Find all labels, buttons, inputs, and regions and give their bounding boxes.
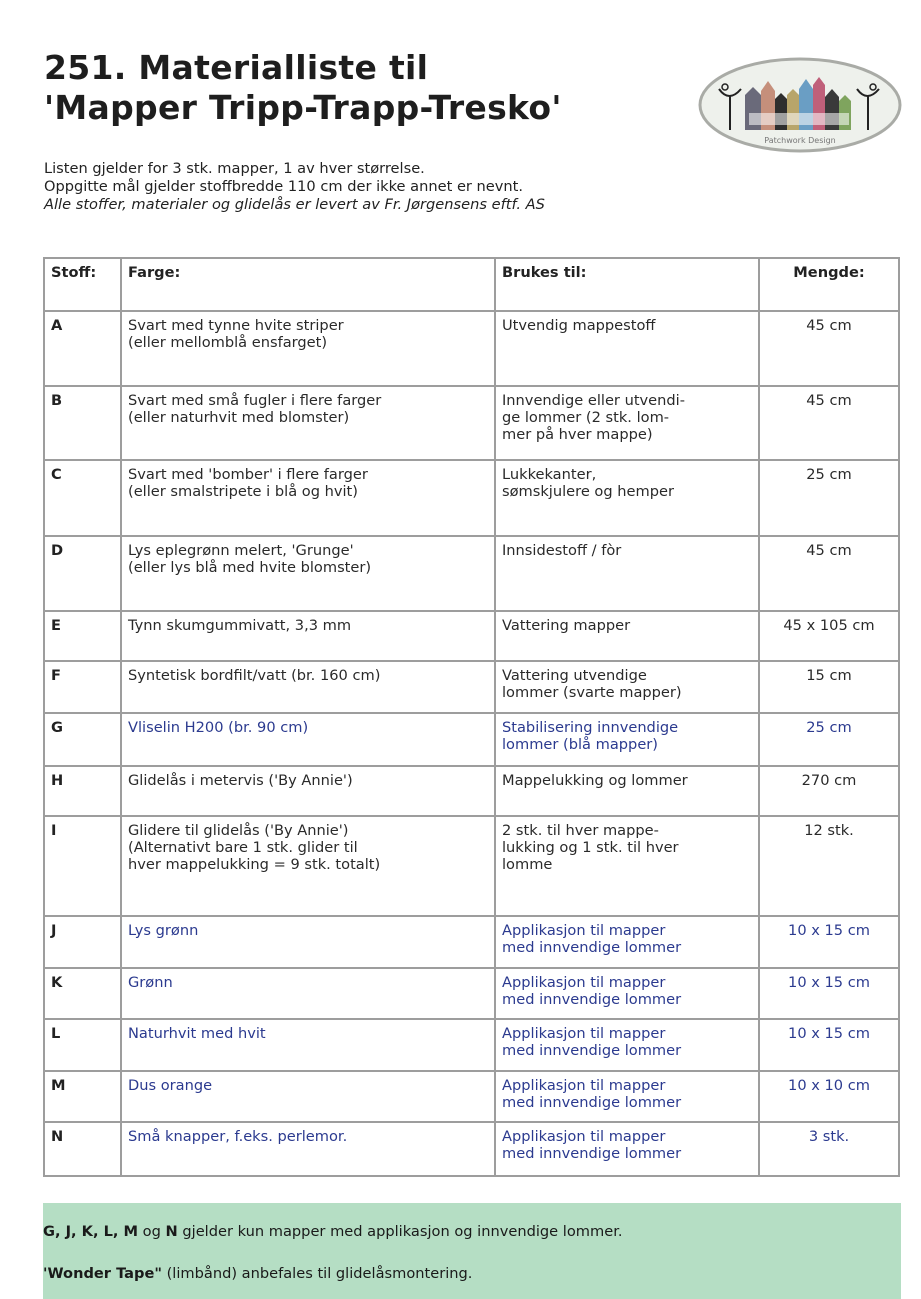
cell-stoff: D	[44, 536, 121, 611]
header-stoff: Stoff:	[44, 258, 121, 311]
cell-farge: Svart med små fugler i flere farger (eller naturhvit med blomster)	[121, 386, 495, 460]
table-row	[44, 1122, 899, 1176]
cell-brukes-til: Lukkekanter, sømskjulere og hemper	[495, 460, 759, 536]
cell-stoff: K	[44, 968, 121, 1019]
cell-mengde: 10 x 10 cm	[759, 1071, 899, 1122]
cell-brukes-til: Innvendige eller utvendi- ge lommer (2 stk. lom- mer på hver mappe)	[495, 386, 759, 460]
cell-farge: Vliselin H200 (br. 90 cm)	[121, 713, 495, 766]
table-row	[44, 713, 899, 766]
note-line-2: 'Wonder Tape" (limbånd) anbefales til glidelåsmontering.	[43, 1265, 473, 1282]
logo-caption: Patchwork Design	[764, 136, 836, 145]
cell-farge: Tynn skumgummivatt, 3,3 mm	[121, 611, 495, 661]
cell-mengde: 15 cm	[759, 661, 899, 713]
cell-mengde: 3 stk.	[759, 1122, 899, 1176]
cell-stoff: E	[44, 611, 121, 661]
cell-brukes-til: 2 stk. til hver mappe- lukking og 1 stk. til hver lomme	[495, 816, 759, 916]
cell-brukes-til: Vattering mapper	[495, 611, 759, 661]
page-title	[44, 48, 562, 128]
table-row	[44, 386, 899, 460]
cell-stoff: I	[44, 816, 121, 916]
cell-farge: Svart med 'bomber' i flere farger (eller smalstripete i blå og hvit)	[121, 460, 495, 536]
table-header-row	[44, 258, 899, 311]
materials-table	[43, 257, 900, 1177]
table-row	[44, 916, 899, 968]
cell-mengde: 12 stk.	[759, 816, 899, 916]
cell-brukes-til: Applikasjon til mapper med innvendige lommer	[495, 1122, 759, 1176]
title-line-1: 251. Materialliste til	[44, 48, 429, 87]
cell-mengde: 270 cm	[759, 766, 899, 816]
cell-farge: Lys grønn	[121, 916, 495, 968]
cell-brukes-til: Innsidestoff / fòr	[495, 536, 759, 611]
cell-mengde: 45 x 105 cm	[759, 611, 899, 661]
table-row	[44, 311, 899, 386]
cell-stoff: M	[44, 1071, 121, 1122]
cell-brukes-til: Stabilisering innvendige lommer (blå mapper)	[495, 713, 759, 766]
cell-stoff: F	[44, 661, 121, 713]
header-farge: Farge:	[121, 258, 495, 311]
cell-farge: Lys eplegrønn melert, 'Grunge' (eller lys blå med hvite blomster)	[121, 536, 495, 611]
cell-mengde: 25 cm	[759, 713, 899, 766]
intro-line-2: Oppgitte mål gjelder stoffbredde 110 cm der ikke annet er nevnt.	[44, 178, 524, 195]
cell-mengde: 10 x 15 cm	[759, 1019, 899, 1071]
cell-mengde: 25 cm	[759, 460, 899, 536]
cell-farge: Svart med tynne hvite striper (eller mellomblå ensfarget)	[121, 311, 495, 386]
cell-brukes-til: Applikasjon til mapper med innvendige lommer	[495, 968, 759, 1019]
cell-mengde: 45 cm	[759, 386, 899, 460]
title-line-2: 'Mapper Tripp-Trapp-Tresko'	[44, 88, 562, 127]
table-row	[44, 661, 899, 713]
table-row	[44, 1071, 899, 1122]
cell-farge: Dus orange	[121, 1071, 495, 1122]
intro-text	[44, 160, 545, 214]
houses-and-birds-logo-icon	[697, 55, 903, 155]
note-line-1: G, J, K, L, M og N gjelder kun mapper med applikasjon og innvendige lommer.	[43, 1223, 623, 1240]
cell-farge: Glidelås i metervis ('By Annie')	[121, 766, 495, 816]
table-row	[44, 536, 899, 611]
table-row	[44, 968, 899, 1019]
header-brukes-til: Brukes til:	[495, 258, 759, 311]
cell-stoff: H	[44, 766, 121, 816]
cell-farge: Syntetisk bordfilt/vatt (br. 160 cm)	[121, 661, 495, 713]
intro-line-3: Alle stoffer, materialer og glidelås er levert av Fr. Jørgensens eftf. AS	[44, 196, 545, 213]
cell-mengde: 45 cm	[759, 536, 899, 611]
table-row	[44, 611, 899, 661]
cell-farge: Grønn	[121, 968, 495, 1019]
cell-mengde: 10 x 15 cm	[759, 916, 899, 968]
cell-stoff: L	[44, 1019, 121, 1071]
cell-brukes-til: Utvendig mappestoff	[495, 311, 759, 386]
cell-farge: Glidere til glidelås ('By Annie') (Alternativt bare 1 stk. glider til hver mappelukking = 9 stk. totalt)	[121, 816, 495, 916]
intro-line-1: Listen gjelder for 3 stk. mapper, 1 av hver størrelse.	[44, 160, 425, 177]
cell-mengde: 10 x 15 cm	[759, 968, 899, 1019]
cell-mengde: 45 cm	[759, 311, 899, 386]
table-row	[44, 766, 899, 816]
cell-farge: Små knapper, f.eks. perlemor.	[121, 1122, 495, 1176]
table-row	[44, 1019, 899, 1071]
header-mengde: Mengde:	[759, 258, 899, 311]
cell-farge: Naturhvit med hvit	[121, 1019, 495, 1071]
cell-brukes-til: Applikasjon til mapper med innvendige lommer	[495, 1019, 759, 1071]
table-row	[44, 816, 899, 916]
cell-brukes-til: Vattering utvendige lommer (svarte mapper)	[495, 661, 759, 713]
cell-stoff: C	[44, 460, 121, 536]
cell-brukes-til: Applikasjon til mapper med innvendige lommer	[495, 1071, 759, 1122]
cell-stoff: J	[44, 916, 121, 968]
cell-stoff: N	[44, 1122, 121, 1176]
cell-brukes-til: Mappelukking og lommer	[495, 766, 759, 816]
note-box	[43, 1203, 901, 1299]
cell-stoff: B	[44, 386, 121, 460]
cell-stoff: G	[44, 713, 121, 766]
table-row	[44, 460, 899, 536]
cell-stoff: A	[44, 311, 121, 386]
cell-brukes-til: Applikasjon til mapper med innvendige lommer	[495, 916, 759, 968]
